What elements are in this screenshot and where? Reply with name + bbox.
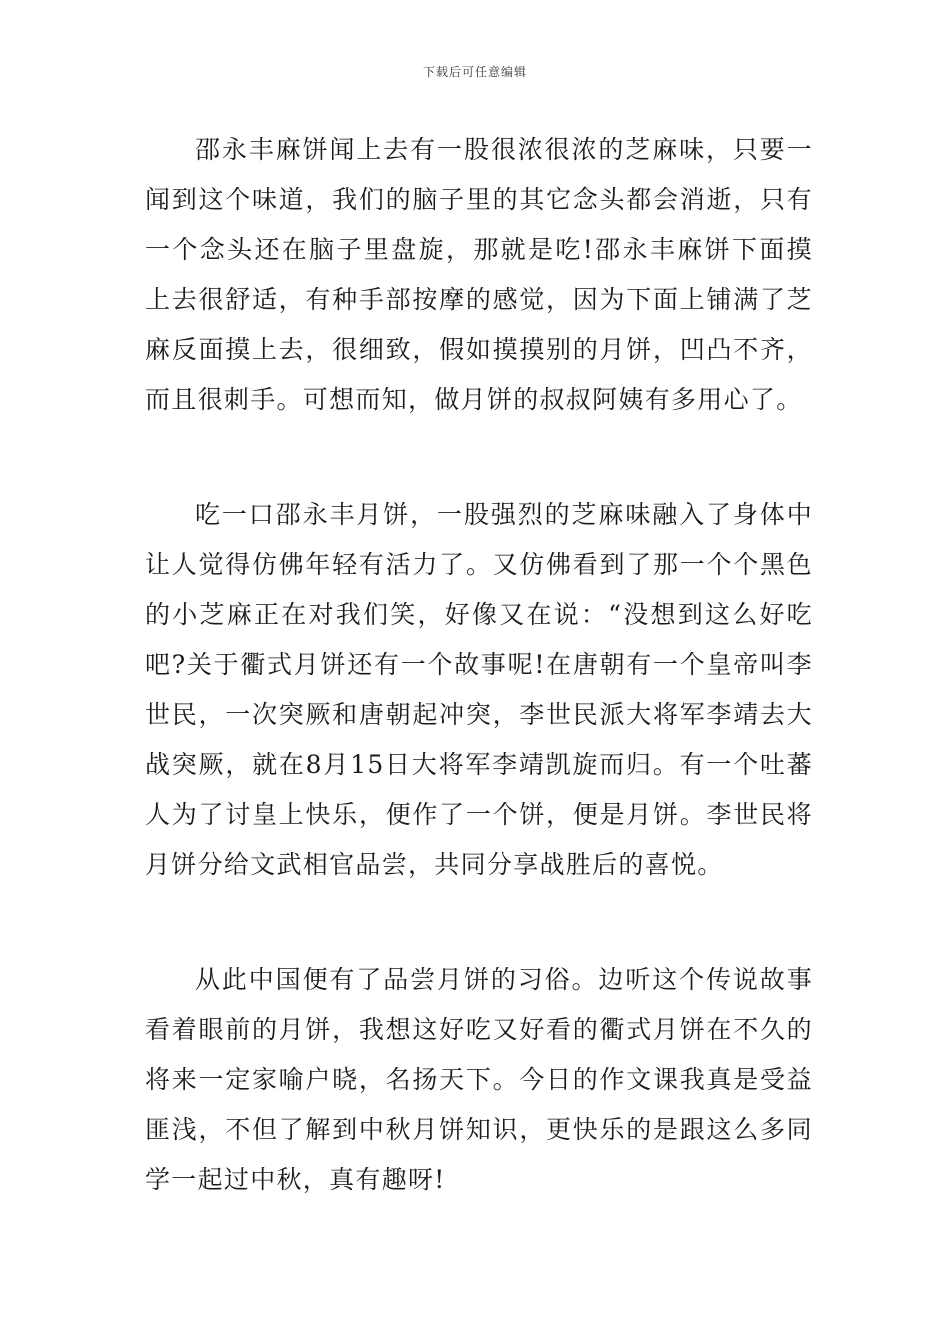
paragraph-1: 邵永丰麻饼闻上去有一股很浓很浓的芝麻味，只要一闻到这个味道，我们的脑子里的其它念头都会消逝，只有一个念头还在脑子里盘旋，那就是吃!邵永丰麻饼下面摸上去很舒适，有种手部按摩的感觉，因为下面上铺满了芝麻反面摸上去，很细致，假如摸摸别的月饼，凹凸不齐，而且很刺手。可想而知，做月饼的叔叔阿姨有多用心了。 xyxy=(145,135,813,414)
header-note: 下载后可任意编辑 xyxy=(422,65,527,79)
paragraph-2: 吃一口邵永丰月饼，一股强烈的芝麻味融入了身体中让人觉得仿佛年轻有活力了。又仿佛看到了那一个个黑色的小芝麻正在对我们笑，好像又在说：“没想到这么好吃吧?关于衢式月饼还有一个故事呢!在唐朝有一个皇帝叫李世民，一次突厥和唐朝起冲突，李世民派大将军李靖去大战突厥，就在8月15日大将军李靖凯旋而归。有一个吐蕃人为了讨皇上快乐，便作了一个饼，便是月饼。李世民将月饼分给文武相官品尝，共同分享战胜后的喜悦。 xyxy=(145,500,813,879)
paragraph-3: 从此中国便有了品尝月饼的习俗。边听这个传说故事看着眼前的月饼，我想这好吃又好看的衢式月饼在不久的将来一定家喻户晓，名扬天下。今日的作文课我真是受益匪浅，不但了解到中秋月饼知识，更快乐的是跟这么多同学一起过中秋，真有趣呀! xyxy=(145,965,813,1194)
document-body xyxy=(145,125,813,1205)
